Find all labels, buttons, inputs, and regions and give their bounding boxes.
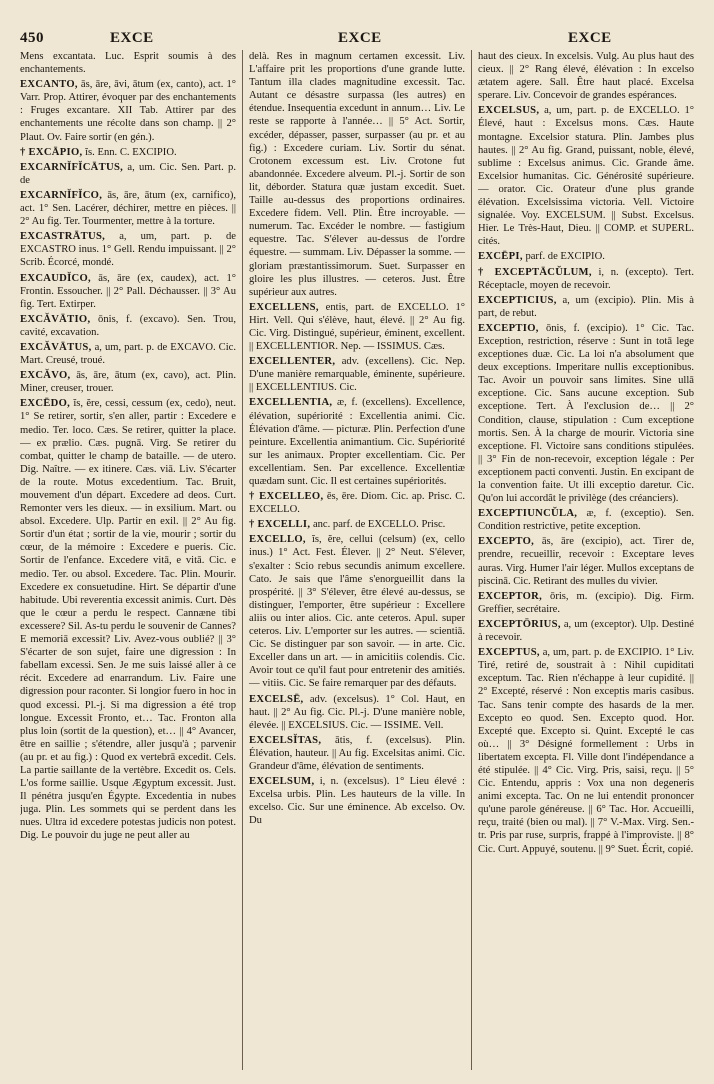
entry-headword: EXCELSĬTAS, [249,734,322,746]
entry-headword: EXCEPTIUNCŬLA, [478,508,578,520]
entry-headword: EXCĂVĀTIO, [20,313,91,325]
dictionary-entry [20,50,236,76]
entry-headword: EXCEPTOR, [478,590,543,602]
entry-definition: delà. Res in magnum certamen excessit. Liv. L'affaire prit les proportions d'une grande lutte. Tantum illa clades magnitudine excessit. Tac. Autant ce désastre surpassa (les autres) en étendue. Insequentia excedunt in annum… Liv. Le reste se rapporte à l'année… || 5° Act. Sortir, excéder, dépasser, passer, surpasser (au pr. et au fig.) : Excedere curiam. Liv. Sortir du sénat. Crotonem excessum est. Liv. Crotone fut abandonnée. Excedere alveum. Pl.-j. Sortir de son lit, déborder. Statura quæ justam excedit. Suet. Taille au-dessus des proportions ordinaires. Excedere fidem. Vell. Plin. Être incroyable. — numerum. Tac. Excéder le nombre. — fastigium equestre. Tac. S'élever au-dessus de l'ordre équestre. — summam. Liv. Dépasser la somme. — gloriam præstantissimorum. Suet. Surpasser en gloire les plus illustres. — ceteros. Just. Être supérieur aux autres. [249,51,465,298]
entry-definition: a, um (exceptor). Ulp. Destiné à recevoir. [478,618,694,644]
running-head-right: EXCE [568,30,612,46]
entry-definition: ĭs, ĕre, cellui (celsum) (ex, cello inus.) 1° Act. Fest. Élever. || 2° Neut. S'élever, s'exalter : Scio rebus secundis animum excellere. Cato. Je sais que l'âme s'enorgueillit dans la prospérité. || 3° S'élever, être élevé au-dessus, se distinguer, l'emporter, être supérieur : Excellere aliis ou inter alios. Cic. ante ceteros. Apul. super ceteros. Liv. L'emporter sur les autres. — scientiā. Cic. Se distinguer par son savoir. — in arte. Cic. Exceller dans un art. — in amicitiis colendis. Cic. Avoir tout ce qu'il faut pour entretenir des amitiés. — vitiis. Cic. Se faire remarquer par des défauts. [249,534,465,690]
entry-definition: a, um, part. p. de EXCELLO. 1° Élevé, haut : Excelsus mons. Cæs. Haute montagne. Excelsior statura. Plin. Jambes plus hautes. || 2° Au fig. Grand, puissant, noble, élevé, sublime : Excelsus animus. Cic. Grande âme. Excelsior humanitas. Cic. Générosité supérieure. — orator. Cic. Orateur d'une plus grande élévation. Excelsissima victoria. Vell. Victoire signalée. Voy. EXCELSUM. || Subst. Excelsus. Hier. Le Très-Haut, Dieu. || COMP. et SUPERL. cités. [478,105,694,248]
entry-definition: ās, āre (excipio), act. Tirer de, prendre, recueillir, recevoir : Exceptare leves auras. Virg. Humer l'air léger. Mullos exceptans de piscinā. Cic. Retirant des mulles du vivier. [478,536,694,587]
entry-headword: EXCEPTO, [478,536,535,548]
dictionary-entry [249,775,465,827]
entry-headword: EXCARNĬFĬCO, [20,189,103,201]
entry-definition: ēs, ēre. Diom. Cic. ap. Prisc. C. EXCELLO. [249,491,466,516]
entry-headword: EXCAUDĬCO, [20,272,91,284]
entry-definition: a, um, part. p. de EXCAVO. Cic. Mart. Creusé, troué. [20,341,236,367]
dictionary-entry [20,369,236,395]
entry-definition: ātis, f. (excelsus). Plin. Élévation, hauteur. || Au fig. Excelsitas animi. Cic. Grandeur d'âme, élévation de sentiments. [249,734,465,772]
dictionary-entry [20,189,236,228]
entry-headword: EXCELLENTER, [249,356,336,368]
dictionary-entry [249,734,465,773]
entry-definition: adv. (excellens). Cic. Nep. D'une manière remarquable, éminente, supérieure. || EXCELLENTIUS. Cic. [249,356,465,394]
dictionary-entry [478,535,694,587]
entry-headword: EXCEPTIO, [478,322,539,334]
entry-headword: EXCEPTŌRIUS, [478,618,561,630]
entry-definition: æ, f. (exceptio). Sen. Condition restrictive, petite exception. [478,508,694,533]
entry-definition: ās, āre, ātum (ex, carnifico), act. 1° Sen. Lacérer, déchirer, mettre en pièces. || 2° Au fig. Ter. Tourmenter, mettre à la torture. [20,189,236,228]
entry-headword: EXCASTRĀTUS, [20,231,106,243]
entry-headword: EXCELLO, [249,534,306,546]
dictionary-entry [478,266,694,292]
entry-definition: ās, āre (ex, caudex), act. 1° Frontin. Essoucher. || 2° Pall. Déchausser. || 3° Au fig. Tert. Extirper. [20,272,236,310]
dictionary-entry [20,341,236,367]
entry-definition: parf. de EXCIPIO. [525,251,605,263]
entry-headword: EXCELSUS, [478,105,540,117]
dictionary-entry [20,78,236,143]
dictionary-entry [20,161,236,187]
page-number: 450 [20,30,44,46]
dictionary-entry [478,322,694,505]
entry-headword: † EXCEPTĀCŬLUM, [478,266,592,278]
entry-definition: ōnis, f. (excipio). 1° Cic. Tac. Exception, restriction, réserve : Sunt in totā lege exceptiones duæ. Cic. La loi n'a absolument que deux exceptions. Imperitare nullis exceptionibus. Tac. Avoir un pouvoir sans limites. Sine ullā exceptione. Cic. Sans aucune exception. Sub exceptione. Tert. À l'exclusion de… || 2° Condition, clause, stipulation : Cum exceptione mortis. Sen. À la charge de mourir. Victoria sine exceptione. Fl. Victoire sans conditions stipulées. || 3° Fin de non-recevoir, exception légale : Per exceptionem pacti conventi. Justin. En excipant de la convention faite. Ut illi exceptio daretur. Cic. Qu'on lui accordât le privilège (des créanciers). [478,322,694,505]
entry-definition: adv. (excelsus). 1° Col. Haut, en haut. || 2° Au fig. Cic. Pl.-j. D'une manière noble, élevée. || EXCELSIUS. Cic. — ISSIME. Vell. [249,693,465,731]
entry-headword: EXCĂVO, [20,370,71,382]
entry-definition: anc. parf. de EXCELLO. Prisc. [312,519,446,531]
entry-headword: EXCANTO, [20,79,78,91]
entry-definition: a, um, part. p. de EXCIPIO. 1° Liv. Tiré, retiré de, soustrait à : Nihil cupiditati exceptum. Tac. Rien n'échappe à leur cupidité. || 2° Excepté, réservé : Non exceptis maris casibus. Tac. Sans tenir compte des hasards de la mer. Excepto eo quod. Sen. Excepto quod. Hor. Excepté que. Excepto si. Quint. Excepté le cas où… || 3° Désigné formellement : Urbs in libertatem excepta. Fl. Ville dont l'indépendance a été stipulée. || 4° Cic. Virg. Pris, saisi, reçu. || 5° Cic. Entendu, appris : Vox una non degeneris animi excepta. Tac. On ne lui entendit prononcer qu'une parole généreuse. || 6° Tac. Hor. Accueilli, reçu, traité (bien ou mal). || 7° V.-Max. Virg. Sen.-tr. Pris par ruse, surpris, frappé à l'improviste. || 8° Cic. Curt. Appuyé, soutenu. || 9° Suet. Écrit, copié. [478,647,694,855]
dictionary-entry [478,104,694,248]
dictionary-entry [20,313,236,339]
entry-headword: EXCARNĬFĬCĀTUS, [20,161,124,173]
entry-definition: i, n. (excepto). Tert. Réceptacle, moyen de recevoir. [478,266,694,291]
entry-definition: ās, āre, āvi, ātum (ex, canto), act. 1° Varr. Prop. Attirer, évoquer par des enchantements : Fruges excantare. XII Tab. Attirer par des enchantements une récolte dans son champ. || 2° Plaut. Ov. Faire sortir (en gén.). [20,79,236,143]
dictionary-entry [478,618,694,644]
column-right [471,50,700,1070]
text-columns [20,50,700,1070]
dictionary-entry [249,518,465,531]
entry-headword: EXCELLENTIA, [249,397,333,409]
dictionary-entry [20,272,236,311]
dictionary-entry [478,50,694,102]
running-head-left: EXCE [110,30,154,46]
dictionary-entry [249,396,465,488]
dictionary-entry [249,301,465,353]
entry-definition: ās, āre, ātum (ex, cavo), act. Plin. Miner, creuser, trouer. [20,370,236,395]
entry-headword: EXCELSĒ, [249,693,304,705]
entry-headword: EXCĒDO, [20,398,71,410]
dictionary-entry [478,250,694,263]
entry-headword: † EXCELLI, [249,519,311,531]
dictionary-entry [249,355,465,394]
dictionary-entry [478,646,694,856]
page-header [20,30,700,48]
dictionary-entry [20,397,236,842]
entry-definition: a, um (excipio). Plin. Mis à part, de rebut. [478,294,694,319]
entry-definition: æ, f. (excellens). Excellence, élévation, supériorité : Excellentia animi. Cic. Élévation d'âme. — picturæ. Plin. Perfection d'une peinture. Excellentia animantium. Cic. Supériorité sur les animaux. Propter excellentiam. Cic. Per excellentiam. Sen. Par excellence. Excellentiæ quædam sunt. Cic. Il est certaines supériorités. [249,397,465,487]
entry-definition: a, um. Cic. Sen. Part. p. de [20,161,236,186]
column-middle [242,50,471,1070]
entry-headword: EXCĂVĀTUS, [20,341,92,353]
entry-definition: i, n. (excelsus). 1° Lieu élevé : Excelsa urbis. Plin. Les hauteurs de la ville. In excelso. Cic. Sur une éminence. Ab excelso. Ov. Du [249,776,465,827]
entry-definition: Mens excantata. Luc. Esprit soumis à des enchantements. [20,51,236,76]
dictionary-entry [478,590,694,616]
entry-definition: entis, part. de EXCELLO. 1° Hirt. Vell. Qui s'élève, haut, élevé. || 2° Au fig. Cic. Virg. Distingué, supérieur, éminent, excellent. || EXCELLENTIOR. Nep. — ISSIMUS. Cæs. [249,301,465,353]
entry-headword: † EXCELLEO, [249,491,324,503]
entry-definition: ōris, m. (excipio). Dig. Firm. Greffier, secrétaire. [478,590,695,615]
dictionary-entry [249,490,465,516]
entry-definition: ĭs. Enn. C. EXCIPIO. [85,146,177,158]
dictionary-entry [249,693,465,732]
running-head-center: EXCE [338,30,382,46]
dictionary-entry [249,533,465,690]
dictionary-entry [20,230,236,269]
entry-headword: EXCELLENS, [249,301,319,313]
entry-headword: EXCĒPI, [478,251,523,263]
dictionary-entry [478,294,694,320]
entry-headword: EXCEPTICIUS, [478,294,557,306]
entry-headword: † EXCĀPIO, [20,146,83,158]
entry-definition: a, um, part. p. de EXCASTRO inus. 1° Gell. Rendu impuissant. || 2° Scrib. Écorcé, mondé. [20,231,236,269]
entry-headword: EXCEPTUS, [478,647,540,659]
column-left [20,50,242,1070]
dictionary-entry [249,50,465,299]
entry-definition: ĭs, ĕre, cessi, cessum (ex, cedo), neut. 1° Se retirer, sortir, s'en aller, partir : Excedere e medio. Ter. loco. Cæs. Se retirer, quitter la place. — ex prælio. Cæs. pugnā. Virg. Se retirer du combat, quitter le champ de bataille. — de utero. Dig. Naître. — ex itinere. Cæs. viā. Liv. S'écarter de la route. Motus excedentium. Tac. Bruit, mouvement d'un départ. Excedere ad deos. Curt. Remonter vers les dieux. — in exsilium. Mart. ou absol. Excedere. Ulp. Partir en exil. || 2° Au fig. Sortir d'un état ; sortir de la vie, mourir ; sortir du cœur, de la mémoire : Excedere e pueris. Cic. Sortir de l'enfance. Excedere vitā, e vitā. Cic. e medio. Ter. ou absol. Excedere. Tac. Plin. Mourir. Excedere ex consuetudine. Hirt. Se départir d'une habitude. Ubi reverentia excessit animis. Curt. Dès que le cœur a perdu le respect. Cannæne tibi excessere? Sil. As-tu perdu le souvenir de Cannes? E memoriā excessit? Liv. Avez-vous oublié? || 3° S'écarter de son sujet, faire une digression : In fabellam excessi. Sen. Je me suis laissé aller à ce récit. Excedere ad enarrandum. Liv. Faire une digression pour raconter. Si longior fuero in hoc in quod excessi. Pl.-j. Si ma digression a été trop longue. Excessit Fronto, et… Tac. Fronton alla plus loin (sortit de la question), et… || 4° Avancer, être en saillie ; s'étendre, aller jusqu'à ; parvenir (au pr. et au fig.) : Quod ex vertebrā excedit. Cels. La partie saillante de la vertèbre. Excedit os. Cels. L'os forme saillie. Usque Ægyptum excessit. Just. Il pénétra jusqu'en Égypte. Excedentia in nubes juga. Plin. Les sommets qui se perdent dans les nues. Ultra id excedere potestas judicis non potest. Dig. Le pouvoir du juge ne peut aller au [20,398,236,842]
entry-definition: ōnis, f. (excavo). Sen. Trou, cavité, excavation. [20,313,236,338]
dictionary-entry [478,507,694,533]
entry-headword: EXCELSUM, [249,776,315,788]
entry-definition: haut des cieux. In excelsis. Vulg. Au plus haut des cieux. || 2° Rang élevé, élévation : In excelso ætatem agere. Sall. Être haut placé. Excelsa sperare. Liv. Concevoir de grandes espérances. [478,51,694,102]
dictionary-entry [20,146,236,159]
